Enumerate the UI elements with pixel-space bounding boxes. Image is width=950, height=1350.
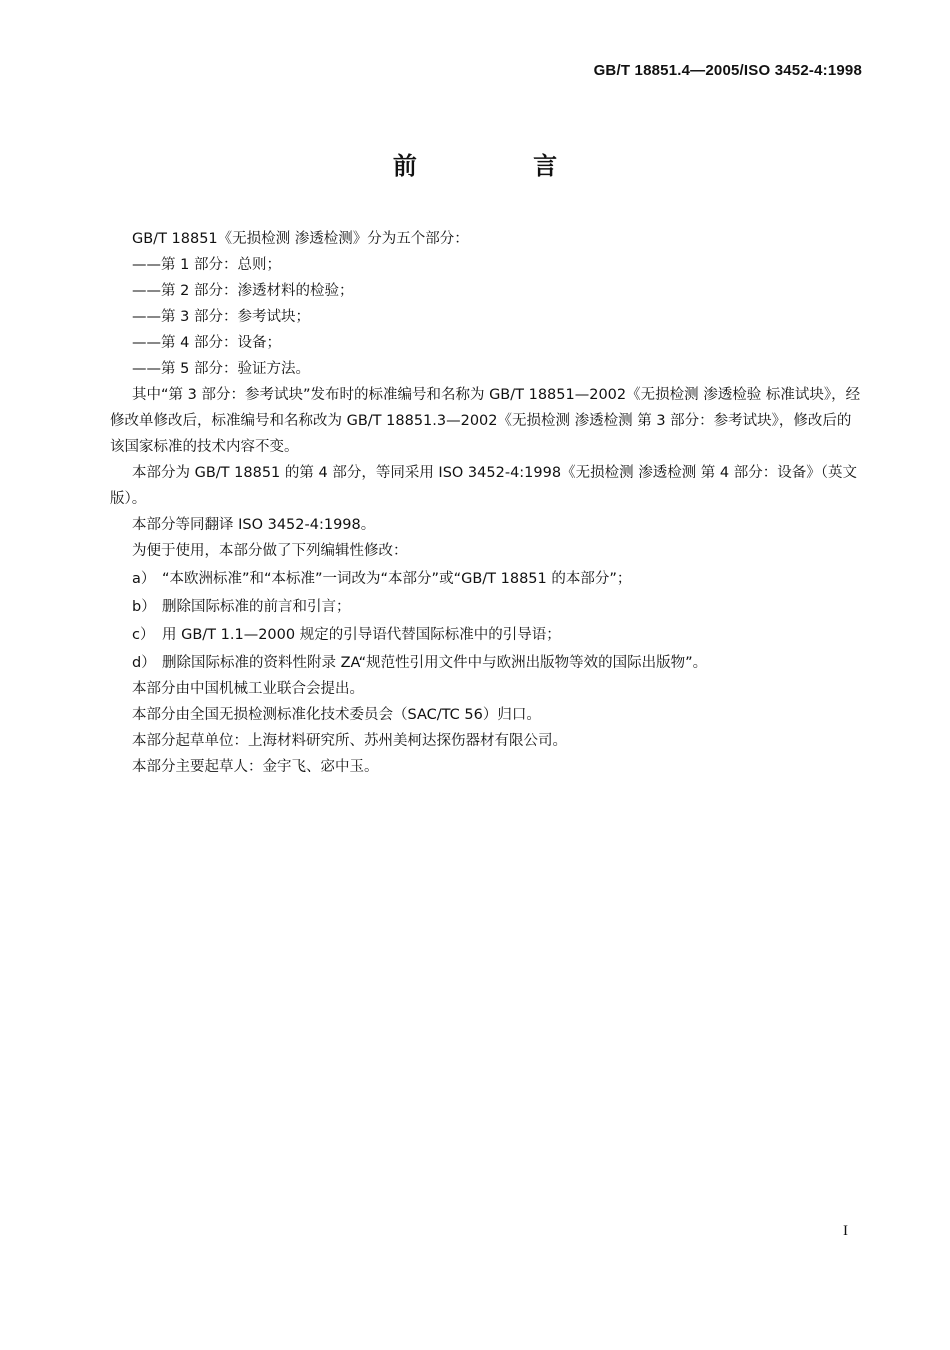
centralized-paragraph: 本部分由全国无损检测标准化技术委员会（SAC/TC 56）归口。	[132, 707, 541, 723]
standard-code-header: GB/T 18851.4—2005/ISO 3452-4:1998	[593, 62, 862, 79]
intro-paragraph: GB/T 18851《无损检测 渗透检测》分为五个部分：	[132, 231, 469, 247]
part-item-2: ——第 2 部分：渗透材料的检验；	[132, 283, 354, 299]
edit-item-label: c）	[132, 627, 155, 643]
drafters-org-paragraph: 本部分起草单位：上海材料研究所、苏州美柯达探伤器材有限公司。	[132, 733, 567, 749]
edit-intro-paragraph: 为便于使用，本部分做了下列编辑性修改：	[132, 543, 408, 559]
adoption-paragraph: 本部分为 GB/T 18851 的第 4 部分，等同采用 ISO 3452-4:1998《无损检测 渗透检测 第 4 部分：设备》（英文版）。	[110, 465, 857, 507]
part-item-4: ——第 4 部分：设备；	[132, 335, 281, 351]
edit-item-text: “本欧洲标准”和“本标准”一词改为“本部分”或“GB/T 18851 的本部分”；	[162, 571, 632, 587]
edit-item-a	[110, 566, 862, 592]
edit-item-b	[110, 594, 862, 620]
edit-item-c	[110, 622, 862, 648]
edit-item-label: a）	[132, 571, 156, 587]
part-item-3: ——第 3 部分：参考试块；	[132, 309, 310, 325]
edit-item-label: d）	[132, 655, 156, 671]
part3-note-paragraph: 其中“第 3 部分：参考试块”发布时的标准编号和名称为 GB/T 18851—2002《无损检测 渗透检验 标准试块》，经修改单修改后，标准编号和名称改为 GB/T 18851.3—2002《无损检测 渗透检测 第 3 部分：参考试块》，修改后的该国家标准的技术内容不变。	[110, 387, 861, 455]
drafters-paragraph: 本部分主要起草人：金宇飞、宓中玉。	[132, 759, 379, 775]
foreword-body	[110, 226, 862, 780]
part-item-5: ——第 5 部分：验证方法。	[132, 361, 310, 377]
page-title: 前 言	[392, 152, 612, 180]
page-number: I	[843, 1223, 848, 1239]
proposer-paragraph: 本部分由中国机械工业联合会提出。	[132, 681, 364, 697]
edit-item-label: b）	[132, 599, 156, 615]
translation-paragraph: 本部分等同翻译 ISO 3452-4:1998。	[132, 517, 376, 533]
edit-item-text: 删除国际标准的前言和引言；	[162, 599, 351, 615]
part-item-1: ——第 1 部分：总则；	[132, 257, 281, 273]
edit-item-d	[110, 650, 862, 676]
edit-item-text: 用 GB/T 1.1—2000 规定的引导语代替国际标准中的引导语；	[162, 627, 561, 643]
edit-item-text: 删除国际标准的资料性附录 ZA“规范性引用文件中与欧洲出版物等效的国际出版物”。	[162, 655, 708, 671]
